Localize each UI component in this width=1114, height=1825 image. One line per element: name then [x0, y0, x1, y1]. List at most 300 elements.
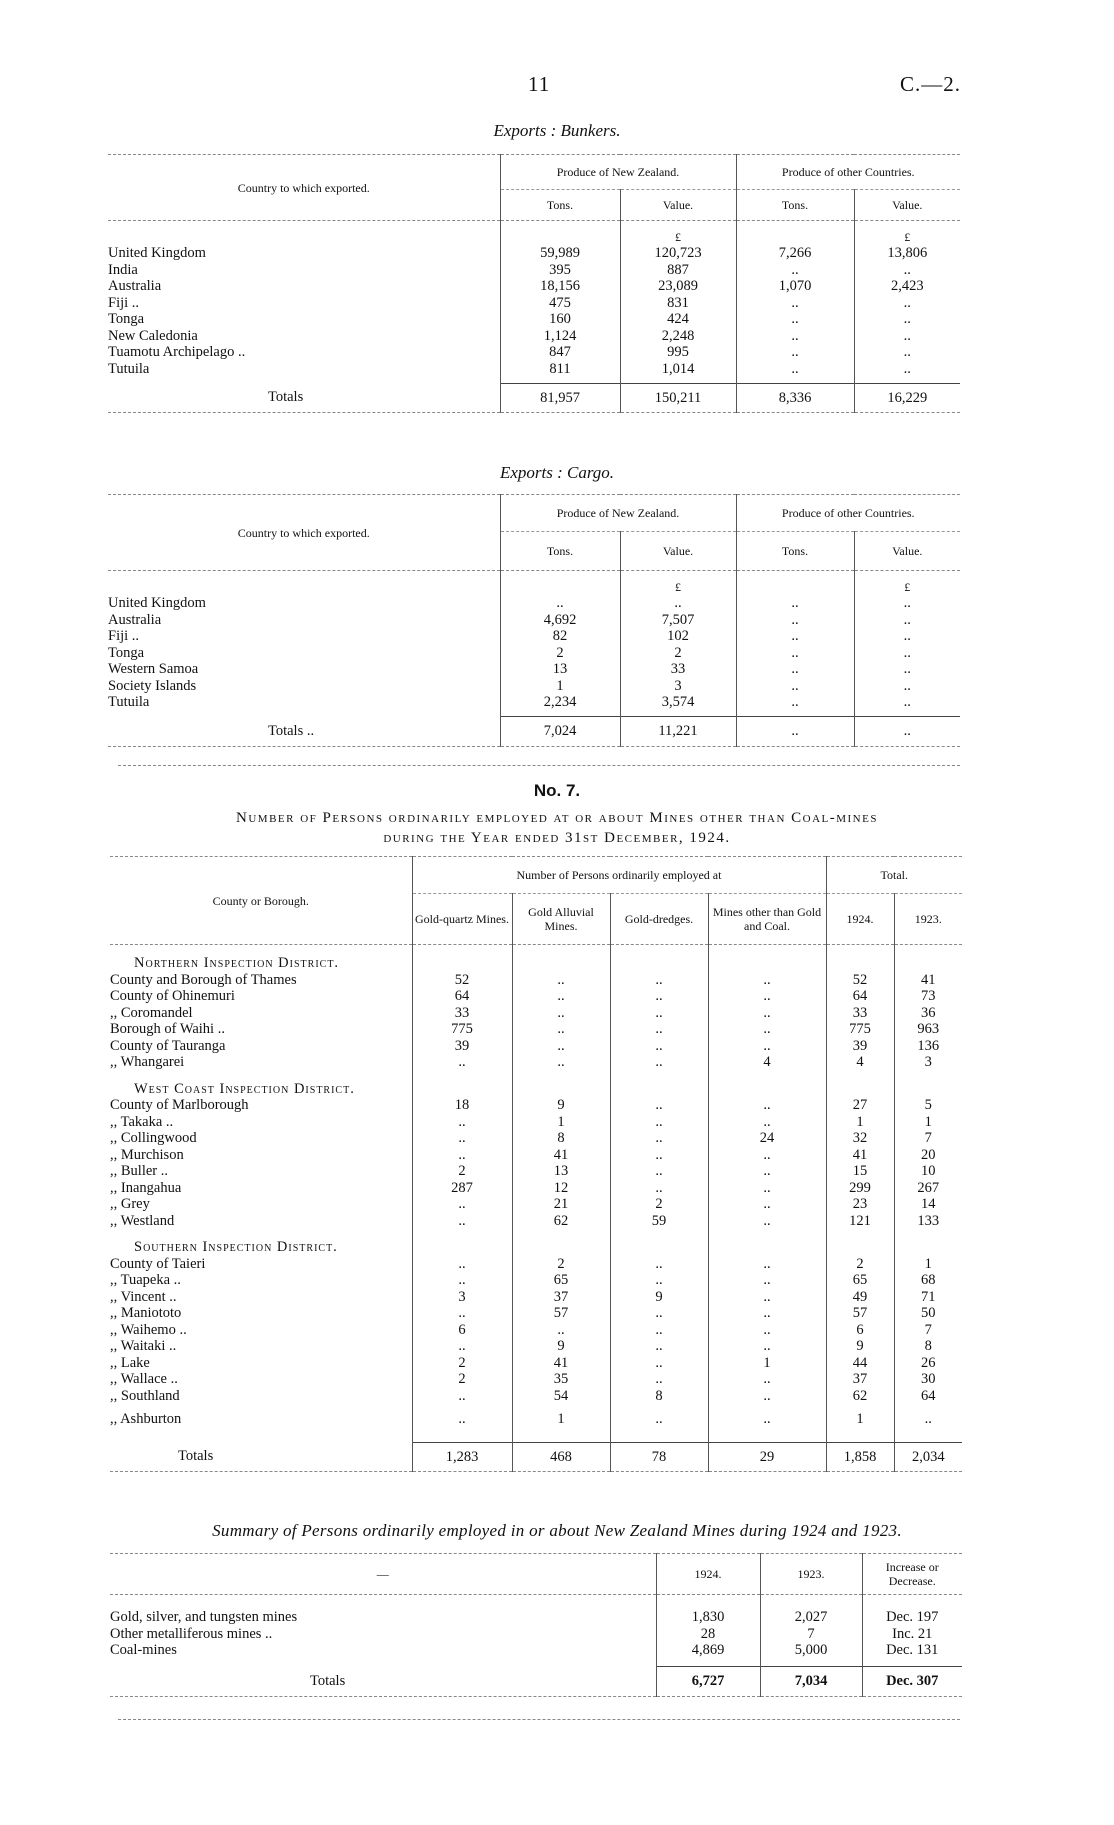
- gold-alluvial: 37: [512, 1289, 610, 1306]
- cargo-other-value: ..: [854, 612, 960, 629]
- gold-alluvial: 65: [512, 1272, 610, 1289]
- cargo-nz-value: 3,574: [620, 694, 736, 711]
- cargo-other-value: ..: [854, 628, 960, 645]
- total-1923: 1: [894, 1114, 962, 1131]
- gold-dredges: ..: [610, 1256, 708, 1273]
- gold-quartz: ..: [412, 1196, 512, 1213]
- gold-quartz: ..: [412, 1256, 512, 1273]
- total-1924: 44: [826, 1355, 894, 1372]
- gold-quartz: ..: [412, 1338, 512, 1355]
- bunkers-row: [108, 361, 960, 378]
- bunkers-row: [108, 278, 960, 295]
- bunkers-title: Exports : Bunkers.: [493, 121, 621, 140]
- summary-label: Gold, silver, and tungsten mines: [110, 1609, 298, 1625]
- county-name: County of Marlborough: [110, 1097, 249, 1113]
- cargo-row: [108, 612, 960, 629]
- other-mines: ..: [708, 1289, 826, 1306]
- bunkers-sub-nz-value: Value.: [620, 190, 736, 221]
- bunkers-sub-other-tons: Tons.: [736, 190, 854, 221]
- gold-dredges: ..: [610, 1272, 708, 1289]
- total-1923: 20: [894, 1147, 962, 1164]
- persons-row: [110, 1054, 962, 1071]
- gold-alluvial: 1: [512, 1114, 610, 1131]
- total-1924: 23: [826, 1196, 894, 1213]
- total-1924: 32: [826, 1130, 894, 1147]
- cargo-sub-nz-value: Value.: [620, 532, 736, 571]
- bunkers-totals-o-tons: 8,336: [736, 383, 854, 413]
- gold-alluvial: ..: [512, 1005, 610, 1022]
- summary-body: [110, 1595, 962, 1697]
- district-row-blank: [826, 1071, 894, 1098]
- gold-quartz: ..: [412, 1147, 512, 1164]
- cargo-totals-o-value: ..: [854, 717, 960, 747]
- bunkers-totals-nz-value: 150,211: [620, 383, 736, 413]
- persons-col-gold-dredges: Gold-dredges.: [610, 894, 708, 945]
- persons-row: [110, 1272, 962, 1289]
- persons-col-county: County or Borough.: [110, 857, 412, 945]
- bunkers-country: Tuamotu Archipelago ..: [108, 344, 246, 360]
- gold-dredges: 59: [610, 1213, 708, 1230]
- cargo-table: [108, 494, 960, 747]
- total-1924: 9: [826, 1338, 894, 1355]
- cargo-nz-tons: ..: [500, 595, 620, 612]
- gold-dredges: ..: [610, 1005, 708, 1022]
- bunkers-nz-value: 23,089: [620, 278, 736, 295]
- persons-row: [110, 988, 962, 1005]
- bunkers-other-tons: ..: [736, 328, 854, 345]
- bunkers-country: United Kingdom: [108, 245, 206, 261]
- bunkers-other-tons: 7,266: [736, 245, 854, 262]
- gold-quartz: ..: [412, 1388, 512, 1405]
- persons-row: [110, 1114, 962, 1131]
- cargo-sub-nz-tons: Tons.: [500, 532, 620, 571]
- county-name: ,, Waitaki ..: [110, 1338, 177, 1354]
- bunkers-row: [108, 328, 960, 345]
- bunkers-row: [108, 311, 960, 328]
- other-mines: ..: [708, 988, 826, 1005]
- district-row: [110, 1071, 962, 1098]
- bunkers-country: Tutuila: [108, 360, 150, 377]
- gold-alluvial: 21: [512, 1196, 610, 1213]
- persons-totals-row: [110, 1442, 962, 1472]
- summary-col-1923: 1923.: [760, 1554, 862, 1595]
- persons-col-1923: 1923.: [894, 894, 962, 945]
- persons-row: [110, 1213, 962, 1230]
- cargo-nz-tons: 2,234: [500, 694, 620, 711]
- bunkers-other-value: ..: [854, 262, 960, 279]
- total-1924: 299: [826, 1180, 894, 1197]
- cargo-row: [108, 645, 960, 662]
- gold-dredges: ..: [610, 1038, 708, 1055]
- bunkers-nz-value: 831: [620, 295, 736, 312]
- other-mines: ..: [708, 1005, 826, 1022]
- county-name: ,, Wallace ..: [110, 1371, 178, 1387]
- summary-totals-y1924: 6,727: [656, 1667, 760, 1697]
- bunkers-other-tons: ..: [736, 311, 854, 328]
- persons-row: [110, 1021, 962, 1038]
- cargo-group-other: Produce of other Countries.: [736, 495, 960, 532]
- gold-alluvial: 54: [512, 1388, 610, 1405]
- persons-row: [110, 1371, 962, 1388]
- county-name: County and Borough of Thames: [110, 971, 297, 988]
- total-1923: 963: [894, 1021, 962, 1038]
- bunkers-group-other: Produce of other Countries.: [736, 155, 960, 190]
- other-mines: ..: [708, 1404, 826, 1434]
- district-row: [110, 945, 962, 972]
- persons-col-gold-quartz: Gold-quartz Mines.: [412, 894, 512, 945]
- gold-dredges: ..: [610, 1305, 708, 1322]
- bunkers-nz-value: 120,723: [620, 245, 736, 262]
- other-mines: ..: [708, 1338, 826, 1355]
- bunkers-nz-value: 1,014: [620, 361, 736, 378]
- gold-dredges: ..: [610, 1404, 708, 1434]
- cargo-other-tons: ..: [736, 694, 854, 711]
- cargo-country: United Kingdom: [108, 595, 206, 611]
- cargo-country: Society Islands: [108, 677, 197, 694]
- other-mines: ..: [708, 1256, 826, 1273]
- persons-title-line1: Number of Persons ordinarily employed at or about Mines other than Coal-mines: [236, 810, 878, 826]
- total-1923: 36: [894, 1005, 962, 1022]
- gold-alluvial: 2: [512, 1256, 610, 1273]
- cargo-title: Exports : Cargo.: [499, 463, 615, 482]
- bunkers-nz-tons: 475: [500, 295, 620, 312]
- cargo-end-rule: [118, 765, 960, 766]
- gold-quartz: 2: [412, 1163, 512, 1180]
- cargo-other-tons: ..: [736, 661, 854, 678]
- persons-row: [110, 1147, 962, 1164]
- cargo-other-tons: ..: [736, 645, 854, 662]
- total-1924: 52: [826, 972, 894, 989]
- persons-col-1924: 1924.: [826, 894, 894, 945]
- other-mines: ..: [708, 1038, 826, 1055]
- total-1924: 6: [826, 1322, 894, 1339]
- summary-totals-change: Dec. 307: [862, 1667, 962, 1697]
- bunkers-nz-value: 2,248: [620, 328, 736, 345]
- total-1924: 775: [826, 1021, 894, 1038]
- summary-row: [110, 1642, 962, 1659]
- persons-totals-label: Totals: [178, 1448, 214, 1465]
- gold-quartz: ..: [412, 1130, 512, 1147]
- county-name: ,, Tuapeka ..: [110, 1272, 181, 1288]
- summary-spacer-row: [110, 1659, 962, 1667]
- cargo-totals-label: Totals ..: [268, 722, 315, 739]
- persons-row: [110, 1038, 962, 1055]
- total-1924: 27: [826, 1097, 894, 1114]
- bunkers-other-tons: ..: [736, 295, 854, 312]
- summary-1923: 7: [760, 1626, 862, 1643]
- gold-dredges: ..: [610, 972, 708, 989]
- county-name: County of Ohinemuri: [110, 988, 235, 1004]
- other-mines: ..: [708, 1021, 826, 1038]
- gold-quartz: ..: [412, 1272, 512, 1289]
- total-1924: 49: [826, 1289, 894, 1306]
- cargo-col-country: Country to which exported.: [108, 495, 500, 571]
- gold-alluvial: 1: [512, 1404, 610, 1434]
- total-1923: 3: [894, 1054, 962, 1071]
- bunkers-table: [108, 154, 960, 413]
- bunkers-country: New Caledonia: [108, 327, 198, 344]
- persons-row: [110, 1256, 962, 1273]
- gold-quartz: 6: [412, 1322, 512, 1339]
- total-1924: 57: [826, 1305, 894, 1322]
- cargo-other-tons: ..: [736, 678, 854, 695]
- gold-dredges: 2: [610, 1196, 708, 1213]
- district-row-blank: [512, 1229, 610, 1256]
- document-reference: C.—2.: [900, 72, 962, 96]
- cargo-group-nz: Produce of New Zealand.: [500, 495, 736, 532]
- bunkers-group-nz: Produce of New Zealand.: [500, 155, 736, 190]
- summary-col-1924: 1924.: [656, 1554, 760, 1595]
- total-1924: 62: [826, 1388, 894, 1405]
- county-name: ,, Grey: [110, 1196, 150, 1212]
- bunkers-row: [108, 262, 960, 279]
- county-name: ,, Collingwood: [110, 1130, 197, 1146]
- bunkers-nz-tons: 395: [500, 262, 620, 279]
- gold-quartz: 18: [412, 1097, 512, 1114]
- persons-group-employed: Number of Persons ordinarily employed at: [412, 857, 826, 894]
- summary-label: Coal-mines: [110, 1642, 177, 1658]
- county-name: ,, Ashburton: [110, 1410, 182, 1427]
- total-1924: 64: [826, 988, 894, 1005]
- gold-alluvial: ..: [512, 1021, 610, 1038]
- other-mines: ..: [708, 972, 826, 989]
- cargo-nz-value: 2: [620, 645, 736, 662]
- persons-row: [110, 1196, 962, 1213]
- district-row-blank: [708, 1071, 826, 1098]
- gold-quartz: 52: [412, 972, 512, 989]
- persons-row: [110, 1130, 962, 1147]
- bunkers-nz-value: 424: [620, 311, 736, 328]
- gold-alluvial: 13: [512, 1163, 610, 1180]
- bunkers-currency-nz: £: [620, 221, 736, 246]
- total-1924: 2: [826, 1256, 894, 1273]
- bunkers-row: [108, 245, 960, 262]
- totals-total-1924: 1,858: [826, 1442, 894, 1472]
- cargo-country: Fiji ..: [108, 628, 140, 644]
- persons-row: [110, 1388, 962, 1405]
- district-row-blank: [894, 1071, 962, 1098]
- district-row-blank: [610, 945, 708, 972]
- cargo-totals-row: [108, 717, 960, 747]
- county-name: ,, Westland: [110, 1212, 175, 1229]
- other-mines: ..: [708, 1305, 826, 1322]
- district-name: Northern Inspection District.: [134, 955, 340, 971]
- bunkers-country: India: [108, 261, 138, 278]
- total-1924: 39: [826, 1038, 894, 1055]
- total-1924: 121: [826, 1213, 894, 1230]
- summary-change: Dec. 197: [862, 1609, 962, 1626]
- total-1923: 68: [894, 1272, 962, 1289]
- county-name: Borough of Waihi ..: [110, 1021, 225, 1037]
- bunkers-other-tons: ..: [736, 344, 854, 361]
- other-mines: ..: [708, 1272, 826, 1289]
- bunkers-other-value: 2,423: [854, 278, 960, 295]
- persons-row: [110, 1005, 962, 1022]
- total-1923: 71: [894, 1289, 962, 1306]
- gold-alluvial: 9: [512, 1338, 610, 1355]
- bunkers-nz-tons: 160: [500, 311, 620, 328]
- cargo-nz-value: 102: [620, 628, 736, 645]
- cargo-row: [108, 595, 960, 612]
- gold-alluvial: 8: [512, 1130, 610, 1147]
- cargo-country: Tonga: [108, 644, 145, 661]
- bunkers-country: Australia: [108, 278, 162, 294]
- cargo-other-tons: ..: [736, 612, 854, 629]
- bunkers-other-value: ..: [854, 361, 960, 378]
- cargo-totals-nz-value: 11,221: [620, 717, 736, 747]
- cargo-row: [108, 694, 960, 711]
- total-1923: 7: [894, 1130, 962, 1147]
- bunkers-country: Fiji ..: [108, 294, 140, 311]
- cargo-sub-other-tons: Tons.: [736, 532, 854, 571]
- district-row: [110, 1229, 962, 1256]
- gold-dredges: ..: [610, 1338, 708, 1355]
- cargo-row: [108, 678, 960, 695]
- county-name: ,, Lake: [110, 1354, 150, 1371]
- persons-row: [110, 1097, 962, 1114]
- summary-row: [110, 1626, 962, 1643]
- gold-dredges: ..: [610, 1322, 708, 1339]
- total-1924: 15: [826, 1163, 894, 1180]
- total-1924: 4: [826, 1054, 894, 1071]
- summary-1924: 28: [656, 1626, 760, 1643]
- gold-quartz: 64: [412, 988, 512, 1005]
- bunkers-nz-tons: 847: [500, 344, 620, 361]
- district-row-blank: [412, 1071, 512, 1098]
- cargo-nz-value: 33: [620, 661, 736, 678]
- gold-alluvial: 57: [512, 1305, 610, 1322]
- district-row-blank: [412, 945, 512, 972]
- gold-dredges: ..: [610, 1021, 708, 1038]
- gold-dredges: 8: [610, 1388, 708, 1405]
- gold-quartz: 287: [412, 1180, 512, 1197]
- gold-alluvial: ..: [512, 988, 610, 1005]
- county-name: ,, Maniototo: [110, 1305, 182, 1321]
- cargo-row: [108, 661, 960, 678]
- total-1924: 41: [826, 1147, 894, 1164]
- cargo-currency-other: £: [854, 571, 960, 596]
- persons-row: [110, 1355, 962, 1372]
- district-row-blank: [512, 1071, 610, 1098]
- bunkers-totals-o-value: 16,229: [854, 383, 960, 413]
- bunkers-row: [108, 295, 960, 312]
- persons-row: [110, 1404, 962, 1434]
- bunkers-totals-label: Totals: [268, 389, 304, 406]
- other-mines: 4: [708, 1054, 826, 1071]
- cargo-nz-value: ..: [620, 595, 736, 612]
- summary-title: Summary of Persons ordinarily employed in or about New Zealand Mines during 1924 and 1923.: [212, 1521, 902, 1540]
- cargo-totals-nz-tons: 7,024: [500, 717, 620, 747]
- county-name: ,, Southland: [110, 1387, 180, 1404]
- bunkers-other-value: ..: [854, 344, 960, 361]
- district-name: Southern Inspection District.: [134, 1239, 338, 1255]
- district-row-blank: [412, 1229, 512, 1256]
- county-name: County of Tauranga: [110, 1037, 226, 1054]
- cargo-nz-tons: 82: [500, 628, 620, 645]
- total-1923: 1: [894, 1256, 962, 1273]
- total-1923: 73: [894, 988, 962, 1005]
- summary-col-blank: —: [376, 1567, 389, 1581]
- total-1923: 64: [894, 1388, 962, 1405]
- gold-quartz: 2: [412, 1371, 512, 1388]
- persons-row: [110, 1322, 962, 1339]
- totals-total-1923: 2,034: [894, 1442, 962, 1472]
- gold-dredges: ..: [610, 1097, 708, 1114]
- county-name: County of Taieri: [110, 1255, 206, 1272]
- bunkers-nz-tons: 18,156: [500, 278, 620, 295]
- total-1923: 7: [894, 1322, 962, 1339]
- other-mines: ..: [708, 1196, 826, 1213]
- bunkers-other-value: ..: [854, 295, 960, 312]
- gold-dredges: ..: [610, 1147, 708, 1164]
- summary-label: Other metalliferous mines ..: [110, 1625, 273, 1642]
- total-1924: 1: [826, 1114, 894, 1131]
- gold-quartz: 33: [412, 1005, 512, 1022]
- bunkers-nz-tons: 811: [500, 361, 620, 378]
- county-name: ,, Buller ..: [110, 1163, 168, 1179]
- persons-row: [110, 1180, 962, 1197]
- bunkers-body: [108, 221, 960, 413]
- cargo-other-tons: ..: [736, 628, 854, 645]
- county-name: ,, Vincent ..: [110, 1288, 177, 1305]
- summary-1924: 1,830: [656, 1609, 760, 1626]
- bunkers-country: Tonga: [108, 311, 145, 327]
- summary-col-change: Increase or Decrease.: [862, 1554, 962, 1595]
- bunkers-other-tons: ..: [736, 361, 854, 378]
- persons-row: [110, 1338, 962, 1355]
- other-mines: ..: [708, 1163, 826, 1180]
- total-1923: 30: [894, 1371, 962, 1388]
- cargo-nz-tons: 4,692: [500, 612, 620, 629]
- cargo-nz-tons: 1: [500, 678, 620, 695]
- county-name: ,, Coromandel: [110, 1004, 193, 1021]
- gold-dredges: ..: [610, 1054, 708, 1071]
- persons-col-other-mines: Mines other than Gold and Coal.: [708, 894, 826, 945]
- totals-gold-dredges: 78: [610, 1442, 708, 1472]
- bunkers-other-value: ..: [854, 328, 960, 345]
- cargo-country: Australia: [108, 611, 162, 628]
- summary-1923: 2,027: [760, 1609, 862, 1626]
- bunkers-nz-tons: 1,124: [500, 328, 620, 345]
- cargo-nz-value: 3: [620, 678, 736, 695]
- total-1924: 37: [826, 1371, 894, 1388]
- other-mines: ..: [708, 1180, 826, 1197]
- bunkers-col-country: Country to which exported.: [108, 155, 500, 221]
- summary-change: Dec. 131: [862, 1642, 962, 1659]
- totals-other-mines: 29: [708, 1442, 826, 1472]
- summary-table: [110, 1553, 962, 1697]
- gold-alluvial: ..: [512, 1322, 610, 1339]
- gold-dredges: ..: [610, 1180, 708, 1197]
- other-mines: ..: [708, 1371, 826, 1388]
- other-mines: ..: [708, 1097, 826, 1114]
- other-mines: ..: [708, 1388, 826, 1405]
- cargo-currency-nz: £: [620, 571, 736, 596]
- bunkers-sub-nz-tons: Tons.: [500, 190, 620, 221]
- district-row-blank: [708, 945, 826, 972]
- gold-quartz: ..: [412, 1213, 512, 1230]
- gold-quartz: 39: [412, 1038, 512, 1055]
- other-mines: 1: [708, 1355, 826, 1372]
- gold-quartz: ..: [412, 1305, 512, 1322]
- cargo-country: Western Samoa: [108, 661, 199, 677]
- cargo-nz-tons: 2: [500, 645, 620, 662]
- cargo-sub-other-value: Value.: [854, 532, 960, 571]
- persons-row: [110, 1289, 962, 1306]
- total-1923: 8: [894, 1338, 962, 1355]
- gold-alluvial: 62: [512, 1213, 610, 1230]
- district-row-blank: [894, 945, 962, 972]
